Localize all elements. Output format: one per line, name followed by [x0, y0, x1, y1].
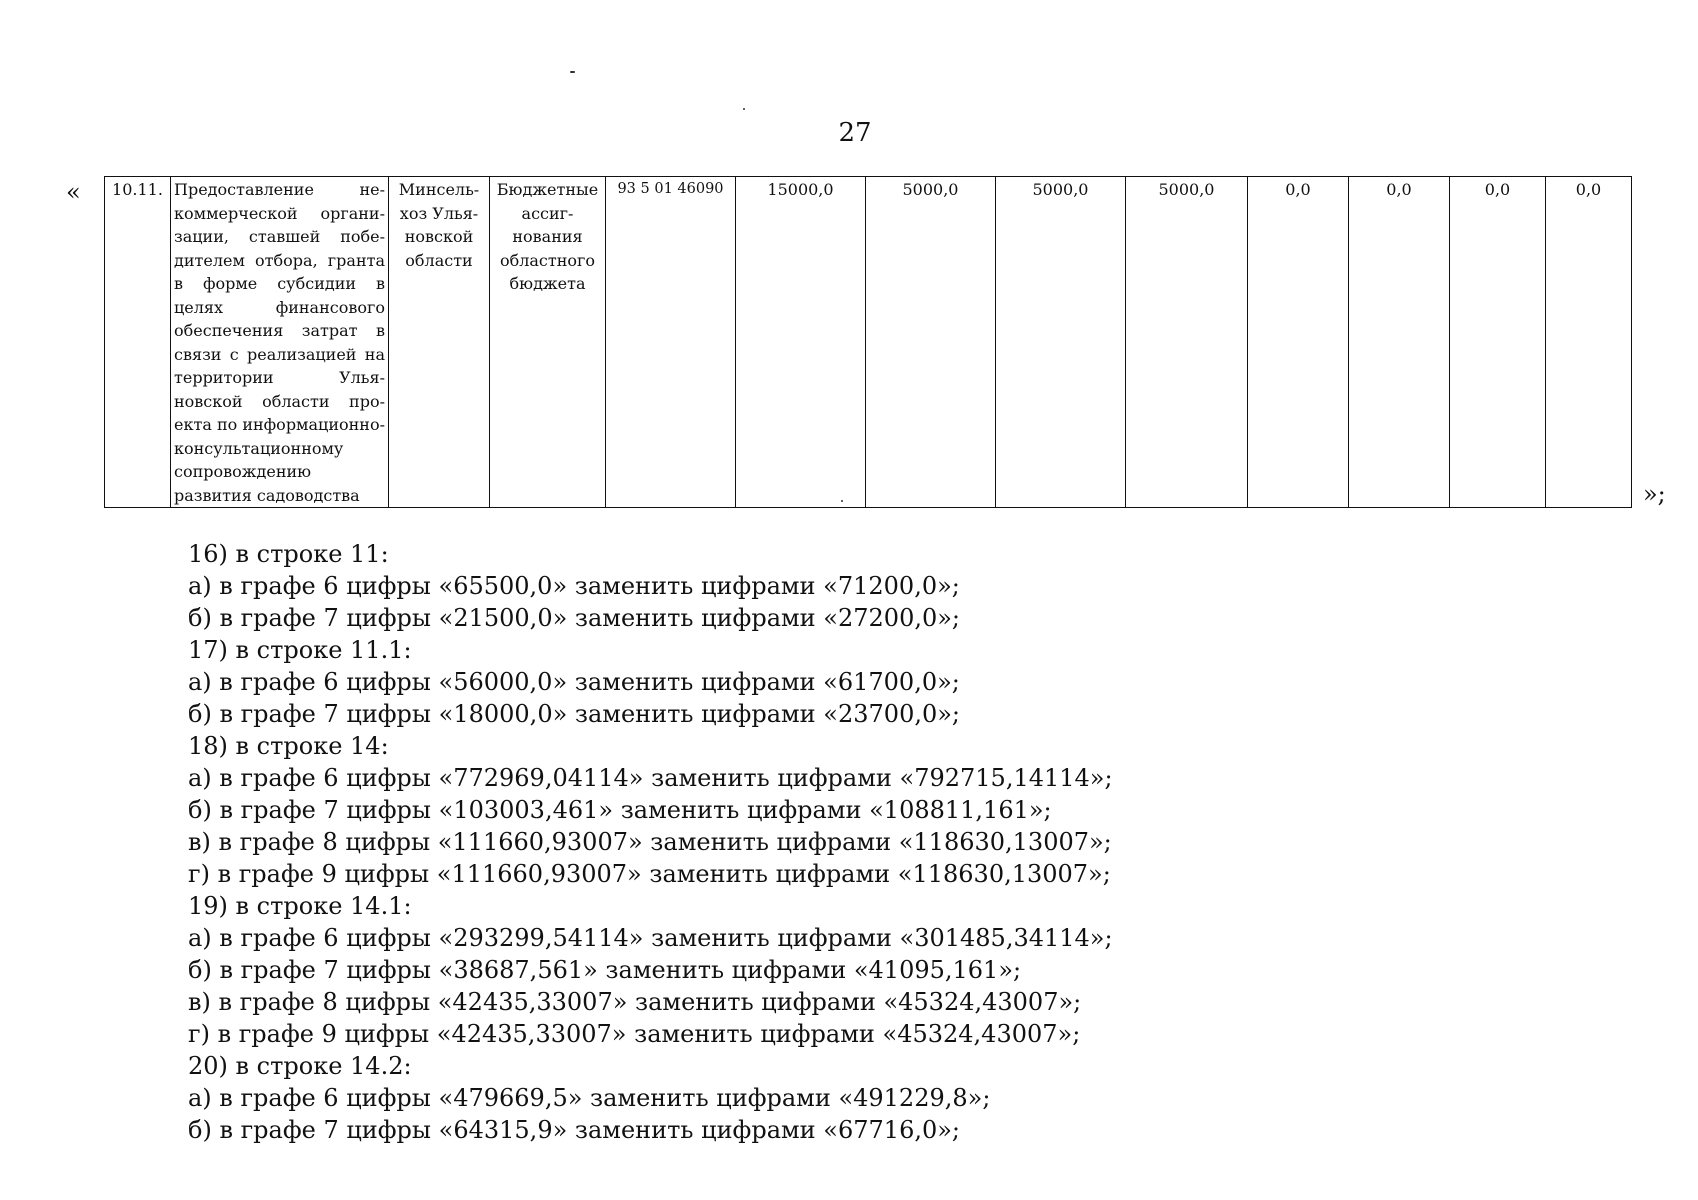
row-number-cell: 10.11.	[105, 177, 171, 508]
instruction-line: 20) в строке 14.2:	[188, 1052, 412, 1080]
value-cell-total: 15000,0	[736, 177, 866, 508]
amendment-instructions	[188, 538, 1113, 1146]
description-cell: Предоставление некоммерческой организации, ставшей победителем отбора, гранта в форме субсидии в целях финансового обеспечения затрат в связи с реализацией на территории Ульяновской области проекта по информационно-консультационному сопровождению развития садоводства	[171, 177, 389, 508]
closing-quote: »;	[1643, 480, 1666, 508]
instruction-line: а) в графе 6 цифры «65500,0» заменить цифрами «71200,0»;	[188, 572, 960, 600]
funding-source-cell: Бюджетные ассигнования областного бюджета	[490, 177, 606, 508]
amendment-table	[104, 176, 1632, 508]
value-cell: 0,0	[1248, 177, 1349, 508]
instruction-line: б) в графе 7 цифры «18000,0» заменить цифрами «23700,0»;	[188, 700, 961, 728]
page-number: 27	[838, 118, 872, 148]
opening-quote: «	[66, 178, 81, 206]
value-cell: 0,0	[1349, 177, 1450, 508]
value-cell: 5000,0	[1126, 177, 1248, 508]
value-cell: 0,0	[1546, 177, 1632, 508]
value-cell: 5000,0	[866, 177, 996, 508]
instruction-line: а) в графе 6 цифры «479669,5» заменить цифрами «491229,8»;	[188, 1084, 991, 1112]
instruction-line: 17) в строке 11.1:	[188, 636, 412, 664]
instruction-line: а) в графе 6 цифры «772969,04114» заменить цифрами «792715,14114»;	[188, 764, 1113, 792]
budget-code-cell: 93 5 01 46090	[606, 177, 736, 508]
value-cell: 5000,0	[996, 177, 1126, 508]
instruction-line: г) в графе 9 цифры «42435,33007» заменить цифрами «45324,43007»;	[188, 1020, 1081, 1048]
executor-cell: Минсельхоз Ульяновской области	[389, 177, 490, 508]
instruction-line: г) в графе 9 цифры «111660,93007» заменить цифрами «118630,13007»;	[188, 860, 1111, 888]
instruction-line: 19) в строке 14.1:	[188, 892, 412, 920]
instruction-line: б) в графе 7 цифры «64315,9» заменить цифрами «67716,0»;	[188, 1116, 961, 1144]
table-row	[105, 177, 1632, 508]
value-cell: 0,0	[1450, 177, 1546, 508]
instruction-line: в) в графе 8 цифры «111660,93007» заменить цифрами «118630,13007»;	[188, 828, 1112, 856]
scan-speck	[570, 71, 575, 73]
instruction-line: 18) в строке 14:	[188, 732, 389, 760]
instruction-line: а) в графе 6 цифры «293299,54114» заменить цифрами «301485,34114»;	[188, 924, 1113, 952]
instruction-line: в) в графе 8 цифры «42435,33007» заменить цифрами «45324,43007»;	[188, 988, 1082, 1016]
instruction-line: 16) в строке 11:	[188, 540, 389, 568]
instruction-line: б) в графе 7 цифры «38687,561» заменить цифрами «41095,161»;	[188, 956, 1022, 984]
instruction-line: б) в графе 7 цифры «103003,461» заменить цифрами «108811,161»;	[188, 796, 1052, 824]
instruction-line: б) в графе 7 цифры «21500,0» заменить цифрами «27200,0»;	[188, 604, 961, 632]
scan-speck	[743, 108, 745, 110]
instruction-line: а) в графе 6 цифры «56000,0» заменить цифрами «61700,0»;	[188, 668, 960, 696]
